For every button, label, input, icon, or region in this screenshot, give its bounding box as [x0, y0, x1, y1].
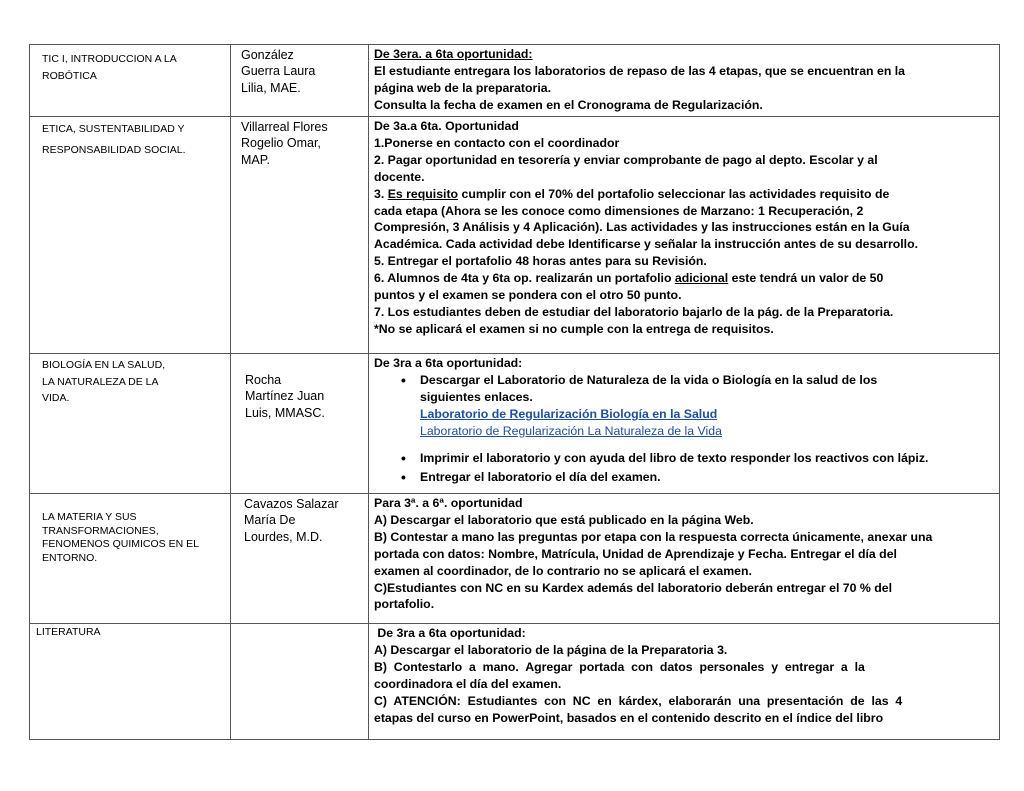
- detail-line: • Entregar el laboratorio el día del examen.: [420, 470, 661, 485]
- detail-line: página web de la preparatoria.: [374, 80, 551, 95]
- teacher-cell: [231, 354, 369, 494]
- details-cell: [369, 624, 1000, 740]
- subject-line: ENTORNO.: [42, 551, 98, 564]
- list-item: [420, 469, 995, 486]
- table-row: [30, 117, 1000, 354]
- table-row: [30, 354, 1000, 494]
- teacher-line: Rocha: [245, 373, 282, 387]
- naturaleza-vida-link[interactable]: Laboratorio de Regularización La Naturaleza de la Vida: [420, 423, 722, 438]
- teacher-line: Villarreal Flores: [241, 120, 328, 134]
- subject-line: FENOMENOS QUIMICOS EN EL: [42, 538, 199, 550]
- subject-line: ROBÓTICA: [42, 69, 97, 82]
- detail-line: examen al coordinador, de lo contrario no se aplicará el examen.: [374, 563, 752, 578]
- teacher-cell: [231, 494, 369, 624]
- subject-cell: [30, 45, 231, 117]
- subject-cell: [30, 354, 231, 494]
- subject-line: TIC I, INTRODUCCION A LA: [42, 53, 177, 65]
- detail-line: etapas del curso en PowerPoint, basados en el contenido descrito en el índice del libro: [374, 710, 884, 725]
- detail-line: C)Estudiantes con NC en su Kardex además del laboratorio deberán entregar el 70 % del: [374, 580, 892, 595]
- subject-line: VIDA.: [42, 392, 70, 404]
- details-cell: [369, 354, 1000, 494]
- detail-line: docente.: [374, 169, 425, 184]
- teacher-line: Lourdes, M.D.: [244, 529, 323, 544]
- detail-line: A) Descargar el laboratorio de la página de la Preparatoria 3.: [374, 642, 728, 657]
- detail-text: cumplir con el 70% del portafolio seleccionar las actividades requisito de: [458, 186, 890, 201]
- teacher-cell: [231, 624, 369, 740]
- detail-line: Académica. Cada actividad debe Identificarse y señalar la instrucción antes de su desarrollo.: [374, 237, 919, 252]
- list-item: [420, 450, 995, 467]
- biologia-salud-link[interactable]: Laboratorio de Regularización Biología en la Salud: [420, 406, 718, 421]
- detail-line: • Imprimir el laboratorio y con ayuda del libro de texto responder los reactivos con lápiz.: [420, 450, 929, 465]
- details-cell: [369, 117, 1000, 354]
- additional-emphasis: adicional: [674, 271, 729, 286]
- detail-line: [374, 270, 995, 287]
- detail-line: 2. Pagar oportunidad en tesorería y enviar comprobante de pago al depto. Escolar y al: [374, 152, 878, 167]
- requirement-emphasis: Es requisito: [387, 186, 459, 201]
- teacher-line: Guerra Laura: [241, 64, 316, 79]
- teacher-cell: [231, 45, 369, 117]
- teacher-line: MAP.: [241, 152, 270, 167]
- opportunity-heading: De 3a.a 6ta. Oportunidad: [374, 119, 519, 133]
- teacher-line: Cavazos Salazar: [244, 497, 339, 511]
- subject-line: LA NATURALEZA DE LA: [42, 375, 159, 388]
- opportunity-heading: De 3ra a 6ta oportunidad:: [374, 356, 523, 370]
- teacher-cell: [231, 117, 369, 354]
- teacher-line: Martínez Juan: [245, 389, 325, 404]
- opportunity-heading: Para 3ª. a 6ª. oportunidad: [374, 496, 523, 510]
- subject-line: ETICA, SUSTENTABILIDAD Y: [42, 123, 185, 135]
- detail-text: este tendrá un valor de 50: [728, 271, 884, 286]
- detail-line: portafolio.: [374, 597, 435, 612]
- detail-line: puntos y el examen se pondera con el otro 50 punto.: [374, 288, 682, 303]
- teacher-line: Rogelio Omar,: [241, 136, 321, 151]
- teacher-line: Lilia, MAE.: [241, 80, 301, 95]
- subject-line: LA MATERIA Y SUS: [42, 511, 137, 523]
- detail-line: C) ATENCIÓN: Estudiantes con NC en kárdex, elaborarán una presentación de las 4: [374, 693, 903, 708]
- detail-text: 6. Alumnos de 4ta y 6ta op. realizarán un portafolio: [374, 271, 675, 286]
- opportunity-heading: De 3era. a 6ta oportunidad:: [374, 47, 533, 61]
- detail-line: A) Descargar el laboratorio que está publicado en la página Web.: [374, 512, 754, 527]
- item-number: 3.: [374, 186, 385, 201]
- teacher-line: González: [241, 48, 294, 62]
- detail-line: portada con datos: Nombre, Matrícula, Unidad de Aprendizaje y Fecha. Entregar el día del: [374, 546, 897, 561]
- subject-cell: [30, 624, 231, 740]
- detail-line: El estudiante entregara los laboratorios de repaso de las 4 etapas, que se encuentran en la: [374, 63, 905, 78]
- subject-line: TRANSFORMACIONES,: [42, 524, 159, 537]
- table-row: [30, 494, 1000, 624]
- list-item: [420, 372, 995, 440]
- detail-line: B) Contestarlo a mano. Agregar portada con datos personales y entregar a la: [374, 659, 865, 674]
- regularization-table: [29, 44, 1000, 740]
- detail-line: B) Contestar a mano las preguntas por etapa con la respuesta correcta únicamente, anexar una: [374, 529, 933, 544]
- detail-line: coordinadora el día del examen.: [374, 676, 562, 691]
- subject-line: RESPONSABILIDAD SOCIAL.: [42, 144, 186, 156]
- detail-line: • Descargar el Laboratorio de Naturaleza de la vida o Biología en la salud de los: [420, 372, 878, 387]
- detail-line: Compresión, 3 Análisis y 4 Aplicación). Las actividades y las instrucciones están en la Guía: [374, 220, 910, 235]
- detail-line: cada etapa (Ahora se les conoce como dimensiones de Marzano: 1 Recuperación, 2: [374, 203, 864, 218]
- teacher-line: María De: [244, 513, 296, 528]
- detail-line: 5. Entregar el portafolio 48 horas antes para su Revisión.: [374, 254, 707, 269]
- teacher-line: Luis, MMASC.: [245, 405, 325, 420]
- details-cell: [369, 494, 1000, 624]
- detail-line: *No se aplicará el examen si no cumple con la entrega de requisitos.: [374, 321, 774, 336]
- detail-line: siguientes enlaces.: [420, 389, 533, 404]
- subject-line: LITERATURA: [36, 626, 101, 638]
- detail-line: [374, 186, 995, 203]
- subject-cell: [30, 494, 231, 624]
- detail-line: 7. Los estudiantes deben de estudiar del laboratorio bajarlo de la pág. de la Preparatoria.: [374, 304, 894, 319]
- details-cell: [369, 45, 1000, 117]
- detail-line: 1.Ponerse en contacto con el coordinador: [374, 135, 620, 150]
- opportunity-heading: De 3ra a 6ta oportunidad:: [374, 626, 526, 640]
- detail-line: Consulta la fecha de examen en el Cronograma de Regularización.: [374, 97, 763, 112]
- table-row: [30, 45, 1000, 117]
- subject-cell: [30, 117, 231, 354]
- subject-line: BIOLOGÍA EN LA SALUD,: [42, 359, 166, 371]
- table-row: [30, 624, 1000, 740]
- instruction-list: [374, 372, 995, 486]
